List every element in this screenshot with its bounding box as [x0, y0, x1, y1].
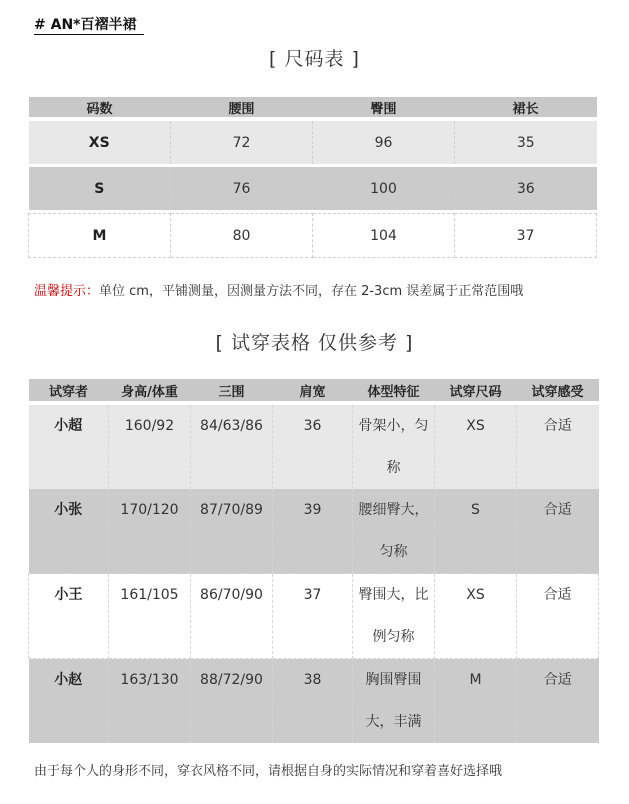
- hip-value: 96: [313, 119, 455, 164]
- table-row: [29, 119, 597, 164]
- fit-feedback: 合适: [543, 502, 572, 518]
- tester-name: 小超: [54, 418, 83, 434]
- fit-feedback: 合适: [543, 418, 572, 434]
- shoulder-width: 38: [303, 672, 322, 688]
- tip-text: 单位 cm，平铺测量，因测量方法不同，存在 2-3cm 误差属于正常范围哦: [99, 284, 524, 299]
- size-chart-title: [ 尺码表 ]: [269, 48, 360, 70]
- tried-size: S: [471, 502, 480, 518]
- hip-value: 100: [313, 167, 455, 210]
- size-header-cell: 码数: [29, 97, 171, 119]
- body-type: 骨架小，匀称: [358, 418, 429, 476]
- height-weight: 160/92: [124, 418, 175, 434]
- waist-value: 76: [171, 167, 313, 210]
- tried-size: XS: [466, 587, 485, 603]
- tester-name: 小张: [54, 502, 83, 518]
- try-header-cell: 试穿者: [29, 379, 109, 403]
- waist-value: 72: [171, 119, 313, 164]
- size-table-header: [29, 97, 597, 119]
- tried-size: XS: [466, 418, 485, 434]
- size-code: S: [29, 167, 171, 210]
- measurements: 86/70/90: [200, 587, 263, 603]
- skirt-length-value: 36: [455, 167, 597, 210]
- measurements: 84/63/86: [200, 418, 263, 434]
- table-row: [29, 659, 599, 744]
- waist-value: 80: [171, 214, 313, 258]
- tried-size: M: [469, 672, 482, 688]
- try-header-cell: 身高/体重: [109, 379, 191, 403]
- tip-label: 温馨提示：: [34, 284, 100, 299]
- hip-value: 104: [313, 214, 455, 258]
- fit-feedback: 合适: [543, 672, 572, 688]
- try-header-cell: 体型特征: [353, 379, 435, 403]
- measurement-tip: [34, 280, 523, 299]
- table-row: [29, 403, 599, 489]
- size-code: XS: [29, 119, 171, 164]
- skirt-length-value: 35: [455, 119, 597, 164]
- body-type: 胸围臀围大，丰满: [365, 672, 422, 730]
- try-on-table: [28, 379, 599, 743]
- footer-note: 由于每个人的身形不同，穿衣风格不同，请根据自身的实际情况和穿着喜好选择哦: [34, 764, 503, 779]
- size-header-cell: 腰围: [171, 97, 313, 119]
- table-row: [29, 574, 599, 659]
- shoulder-width: 37: [303, 587, 322, 603]
- shoulder-width: 36: [303, 418, 322, 434]
- measurements: 87/70/89: [200, 502, 263, 518]
- height-weight: 161/105: [120, 587, 179, 603]
- size-header-cell: 臀围: [313, 97, 455, 119]
- size-table: [28, 97, 597, 258]
- tester-name: 小赵: [54, 672, 83, 688]
- size-code: M: [29, 214, 171, 258]
- try-header-cell: 试穿尺码: [435, 379, 517, 403]
- height-weight: 170/120: [120, 502, 179, 518]
- try-on-title: [ 试穿表格 仅供参考 ]: [215, 332, 414, 354]
- try-header-cell: 试穿感受: [517, 379, 599, 403]
- try-on-table-header: [29, 379, 599, 403]
- size-header-cell: 裙长: [455, 97, 597, 119]
- tester-name: 小王: [54, 587, 83, 603]
- skirt-length-value: 37: [455, 214, 597, 258]
- try-header-cell: 三围: [191, 379, 273, 403]
- table-row: [29, 489, 599, 574]
- body-type: 臀围大，比例匀称: [358, 587, 429, 645]
- table-row: [29, 167, 597, 210]
- try-header-cell: 肩宽: [273, 379, 353, 403]
- measurements: 88/72/90: [200, 672, 263, 688]
- body-type: 腰细臀大，匀称: [358, 502, 429, 560]
- table-row: [29, 214, 597, 258]
- height-weight: 163/130: [120, 672, 179, 688]
- fit-feedback: 合适: [543, 587, 572, 603]
- product-title: # AN*百褶半裙: [34, 16, 144, 35]
- shoulder-width: 39: [303, 502, 322, 518]
